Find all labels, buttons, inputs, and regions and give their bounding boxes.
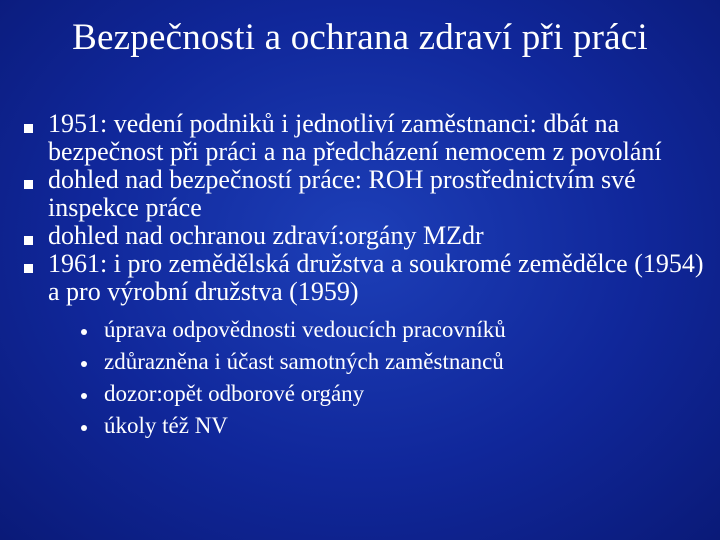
slide-title: Bezpečnosti a ochrana zdraví při práci xyxy=(72,17,648,58)
bullet-text: dohled nad bezpečností práce: ROH prostřednictvím své inspekce práce xyxy=(48,165,636,222)
sub-bullet-text: úprava odpovědnosti vedoucích pracovníků xyxy=(104,317,506,342)
square-bullet-icon xyxy=(24,180,33,189)
sub-bullet-item xyxy=(48,410,712,442)
sub-bullet-item xyxy=(48,314,712,346)
sub-bullet-item xyxy=(48,378,712,410)
bullet-text: 1951: vedení podniků i jednotliví zaměstnanci: dbát na bezpečnost při práci a na předcházení nemocem z povolání xyxy=(48,109,662,166)
square-bullet-icon xyxy=(24,124,33,133)
bullet-list xyxy=(22,110,712,442)
sub-bullet-text: zdůrazněna i účast samotných zaměstnanců xyxy=(104,349,504,374)
bullet-item xyxy=(22,222,712,250)
sub-bullet-item xyxy=(48,346,712,378)
square-bullet-icon xyxy=(24,236,33,245)
sub-bullet-list xyxy=(48,314,712,442)
round-bullet-icon xyxy=(81,329,87,335)
sub-bullet-text: úkoly též NV xyxy=(104,413,228,438)
square-bullet-icon xyxy=(24,264,33,273)
sub-bullet-text: dozor:opět odborové orgány xyxy=(104,381,365,406)
bullet-item xyxy=(22,250,712,442)
bullet-text: 1961: i pro zemědělská družstva a soukromé zemědělce (1954) a pro výrobní družstva (1959) xyxy=(48,249,704,306)
bullet-item xyxy=(22,110,712,166)
bullet-item xyxy=(22,166,712,222)
bullet-text: dohled nad ochranou zdraví:orgány MZdr xyxy=(48,221,484,250)
round-bullet-icon xyxy=(81,361,87,367)
round-bullet-icon xyxy=(81,393,87,399)
round-bullet-icon xyxy=(81,425,87,431)
